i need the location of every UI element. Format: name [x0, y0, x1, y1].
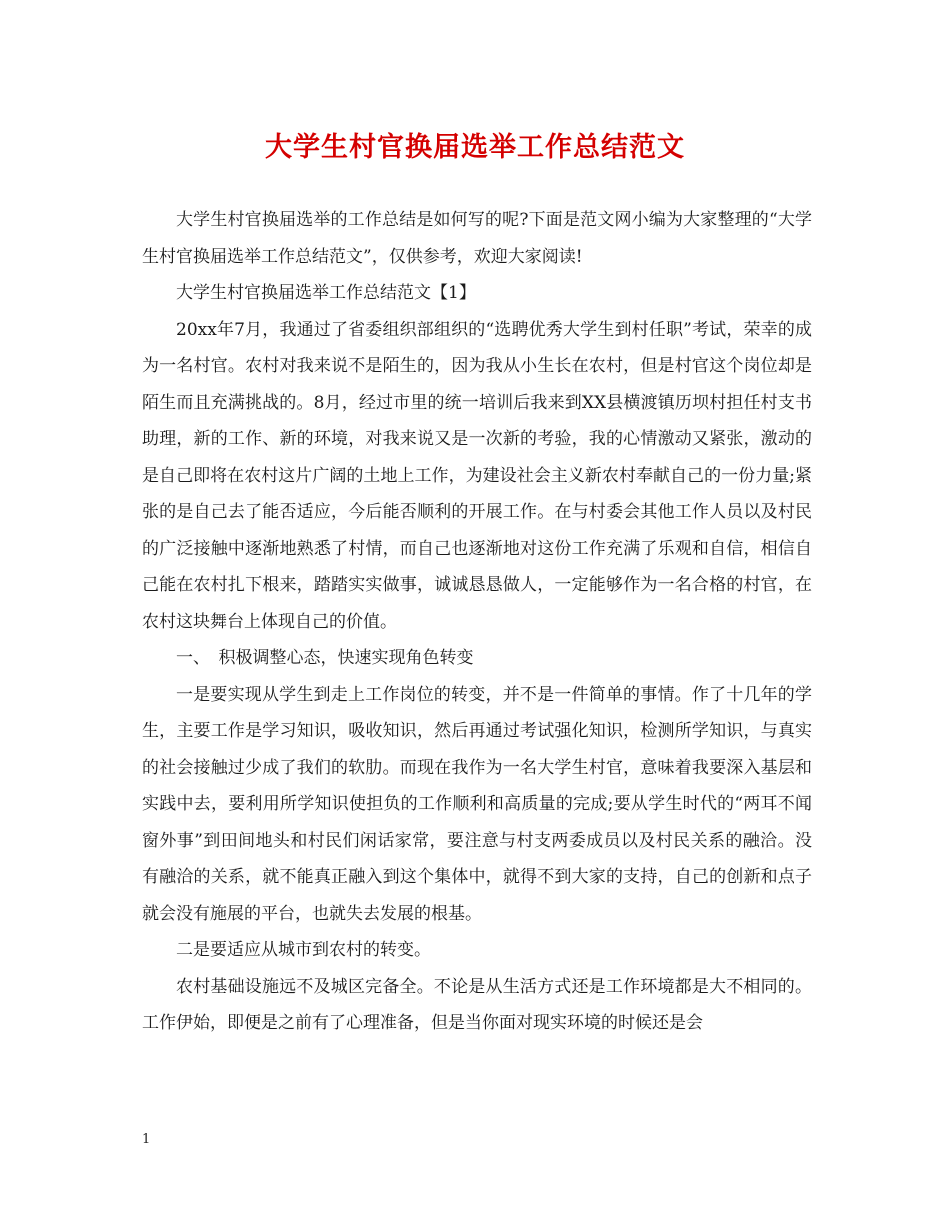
paragraph-heading-sample-1: 大学生村官换届选举工作总结范文【1】	[176, 283, 476, 303]
section-heading-1: 一、 积极调整心态，快速实现角色转变	[176, 648, 474, 668]
document-body	[142, 202, 812, 1042]
document-title: 大学生村官换届选举工作总结范文	[265, 132, 685, 163]
page-number: 1	[142, 1132, 151, 1147]
paragraph-city-to-village-heading: 二是要适应从城市到农村的转变。	[176, 940, 431, 960]
paragraph-intro: 大学生村官换届选举的工作总结是如何写的呢?下面是范文网小编为大家整理的“大学生村官换届选举工作总结范文”，仅供参考，欢迎大家阅读!	[142, 210, 812, 267]
paragraph-village-infrastructure: 农村基础设施远不及城区完备全。不论是从生活方式还是工作环境都是大不相同的。工作伊始，即便是之前有了心理准备，但是当你面对现实环境的时候还是会	[142, 976, 812, 1033]
paragraph-student-to-work: 一是要实现从学生到走上工作岗位的转变，并不是一件简单的事情。作了十几年的学生，主要工作是学习知识，吸收知识，然后再通过考试强化知识，检测所学知识，与真实的社会接触过少成了我们的软肋。而现在我作为一名大学生村官，意味着我要深入基层和实践中去，要利用所学知识使担负的工作顺利和高质量的完成;要从学生时代的“两耳不闻窗外事”到田间地头和村民们闲话家常，要注意与村支两委成员以及村民关系的融洽。没有融洽的关系，就不能真正融入到这个集体中，就得不到大家的支持，自己的创新和点子就会没有施展的平台，也就失去发展的根基。	[142, 684, 812, 924]
paragraph-background: 20xx年7月，我通过了省委组织部组织的“选聘优秀大学生到村任职”考试，荣幸的成为一名村官。农村对我来说不是陌生的，因为我从小生长在农村，但是村官这个岗位却是陌生而且充满挑战的。8月，经过市里的统一培训后我来到XX县横渡镇历坝村担任村支书助理，新的工作、新的环境，对我来说又是一次新的考验，我的心情激动又紧张，激动的是自己即将在农村这片广阔的土地上工作，为建设社会主义新农村奉献自己的一份力量;紧张的是自己去了能否适应，今后能否顺利的开展工作。在与村委会其他工作人员以及村民的广泛接触中逐渐地熟悉了村情，而自己也逐渐地对这份工作充满了乐观和自信，相信自己能在农村扎下根来，踏踏实实做事，诚诚恳恳做人，一定能够作为一名合格的村官，在农村这块舞台上体现自己的价值。	[142, 319, 812, 632]
